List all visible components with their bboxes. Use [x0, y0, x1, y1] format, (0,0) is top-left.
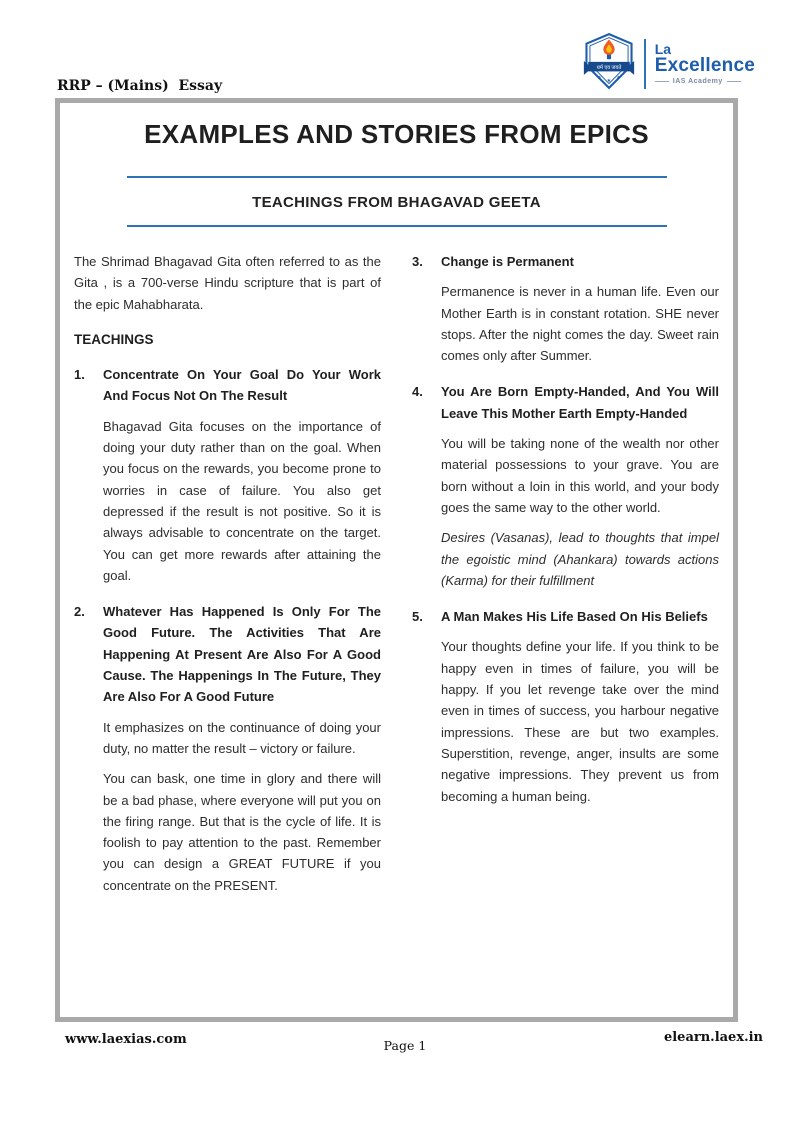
- logo-divider: [644, 39, 646, 89]
- teaching-heading: Whatever Has Happened Is Only For The Good Future. The Activities That Are Happening At Present Are Also For A Good Cause. The Happenings In The Future, They Are Also For A Good Future: [103, 604, 381, 705]
- page-subtitle: TEACHINGS FROM BHAGAVAD GEETA: [252, 194, 541, 211]
- column-right: [412, 251, 719, 911]
- teaching-number: 4.: [412, 384, 423, 400]
- teaching-paragraph: It emphasizes on the continuance of doing your duty, no matter the result – victory or failure.: [103, 719, 381, 756]
- teaching-heading: A Man Makes His Life Based On His Beliefs: [441, 609, 708, 625]
- logo-word-academy: IAS Academy: [655, 78, 755, 85]
- teaching-item: [74, 601, 381, 896]
- teaching-paragraph: Desires (Vasanas), lead to thoughts that impel the egoistic mind (Ahankara) towards actions (Karma) for their fulfillment: [441, 530, 719, 588]
- teaching-heading: You Are Born Empty-Handed, And You Will Leave This Mother Earth Empty-Handed: [441, 384, 719, 421]
- la-excellence-logo: [583, 32, 755, 95]
- teaching-heading: Concentrate On Your Goal Do Your Work And Focus Not On The Result: [103, 367, 381, 404]
- logo-word-la: La: [654, 40, 672, 57]
- footer-elearn-link: elearn.laex.in: [663, 1030, 763, 1045]
- teaching-paragraph: Permanence is never in a human life. Even our Mother Earth is in constant rotation. SHE never stops. After the night comes the day. Sweet rain comes only after Summer.: [441, 284, 719, 364]
- svg-text:★: ★: [615, 75, 621, 82]
- svg-text:★: ★: [596, 75, 602, 82]
- content-frame: [55, 98, 738, 1022]
- shield-crest-icon: [583, 32, 635, 95]
- svg-text:★: ★: [606, 77, 612, 84]
- teaching-heading: Change is Permanent: [441, 254, 574, 269]
- page-number: Page 1: [383, 1038, 427, 1053]
- teaching-item: [412, 606, 719, 807]
- teaching-number: 5.: [412, 609, 423, 625]
- course-label: RRP – (Mains) Essay: [57, 78, 223, 94]
- logo-dash-left: [655, 81, 669, 82]
- divider-line-top: [127, 176, 667, 178]
- two-column-body: [60, 227, 733, 911]
- teaching-paragraph: You can bask, one time in glory and there will be a bad phase, where everyone will put you on the firing range. But that is the cycle of life. It is foolish to pay attention to the past. Remember you can design a GREAT FUTURE if you concentrate on the PRESENT.: [103, 771, 381, 893]
- teaching-number: 1.: [74, 367, 85, 383]
- page-header: [55, 30, 755, 98]
- teaching-paragraph: Your thoughts define your life. If you think to be happy even in times of failure, you will be happy. If you let revenge take over the mind even in times of success, you harbour negative impressions. These are but two examples. Superstition, revenge, anger, insults are some negative impressions. They prevent us from becoming a human being.: [441, 639, 719, 804]
- page-title: EXAMPLES AND STORIES FROM EPICS: [144, 119, 649, 149]
- teaching-paragraph: Bhagavad Gita focuses on the importance of doing your duty rather than on the goal. When you focus on the rewards, you become prone to worries in case of failure. You also get depressed if the result is not positive. So it is always advisable to concentrate on the target. You can get more rewards after attaining the goal.: [103, 418, 381, 583]
- section-heading: TEACHINGS: [74, 331, 154, 347]
- logo-dash-right: [727, 81, 741, 82]
- teaching-item: [74, 364, 381, 586]
- logo-word-excellence: Excellence: [654, 55, 755, 77]
- teaching-item: [412, 251, 719, 366]
- intro-paragraph: The Shrimad Bhagavad Gita often referred to as the Gita , is a 700-verse Hindu scripture that is part of the epic Mahabharata.: [74, 254, 381, 312]
- teaching-paragraph: You will be taking none of the wealth nor other material possessions to your grave. You are born without a loin in this world, and your body goes the same way to the other world.: [441, 436, 719, 515]
- teaching-number: 3.: [412, 254, 423, 269]
- teaching-item: [412, 381, 719, 591]
- column-left: [74, 251, 381, 911]
- teaching-number: 2.: [74, 604, 85, 620]
- logo-wordmark: [655, 42, 755, 86]
- shield-banner-text: धर्म एव जयते: [596, 64, 622, 71]
- page-footer: [55, 1030, 763, 1060]
- footer-website-link: www.laexias.com: [65, 1032, 187, 1047]
